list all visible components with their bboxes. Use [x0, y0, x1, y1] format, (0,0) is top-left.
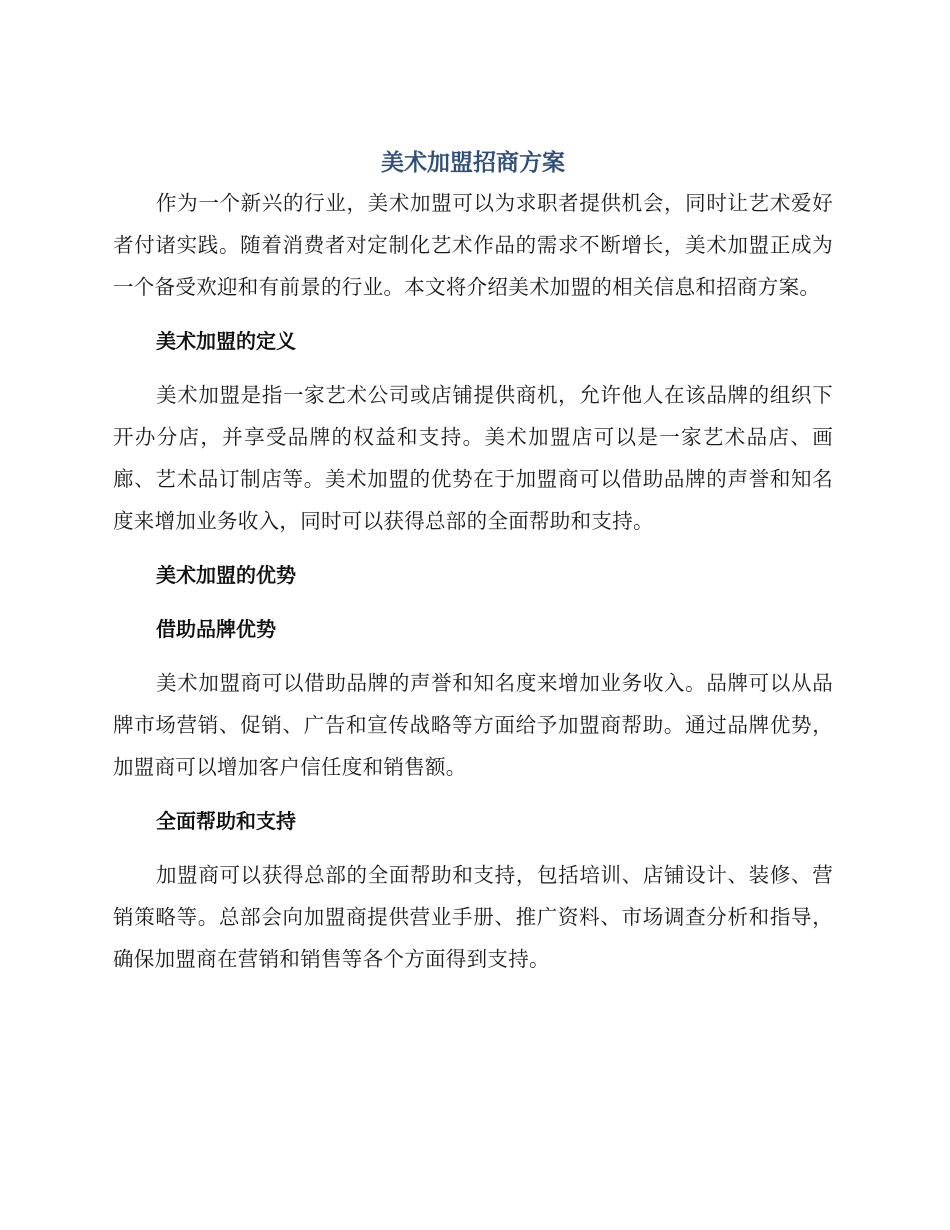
document-title: 美术加盟招商方案 [381, 150, 565, 176]
section-heading-support: 全面帮助和支持 [156, 809, 296, 833]
document-content [113, 144, 833, 980]
section-heading-advantages: 美术加盟的优势 [156, 563, 296, 587]
spacer [113, 308, 833, 320]
section-body-support: 加盟商可以获得总部的全面帮助和支持，包括培训、店铺设计、装修、营销策略等。总部会向加盟商提供营业手册、推广资料、市场调查分析和指导，确保加盟商在营销和销售等各个方面得到支持。 [113, 863, 833, 971]
spacer [113, 596, 833, 608]
spacer [113, 542, 833, 554]
section-body-brand-advantage: 美术加盟商可以借助品牌的声誉和知名度来增加业务收入。品牌可以从品牌市场营销、促销、广告和宣传战略等方面给予加盟商帮助。通过品牌优势，加盟商可以增加客户信任度和销售额。 [113, 671, 833, 779]
spacer [113, 650, 833, 662]
section-heading-definition: 美术加盟的定义 [156, 329, 296, 353]
spacer [113, 842, 833, 854]
section-body-definition: 美术加盟是指一家艺术公司或店铺提供商机，允许他人在该品牌的组织下开办分店，并享受品牌的权益和支持。美术加盟店可以是一家艺术品店、画廊、艺术品订制店等。美术加盟的优势在于加盟商可以借助品牌的声誉和知名度来增加业务收入，同时可以获得总部的全面帮助和支持。 [113, 383, 833, 533]
section-heading-brand-advantage: 借助品牌优势 [156, 617, 276, 641]
spacer [113, 788, 833, 800]
intro-paragraph: 作为一个新兴的行业，美术加盟可以为求职者提供机会，同时让艺术爱好者付诸实践。随着消费者对定制化艺术作品的需求不断增长，美术加盟正成为一个备受欢迎和有前景的行业。本文将介绍美术加盟的相关信息和招商方案。 [113, 191, 833, 299]
spacer [113, 362, 833, 374]
